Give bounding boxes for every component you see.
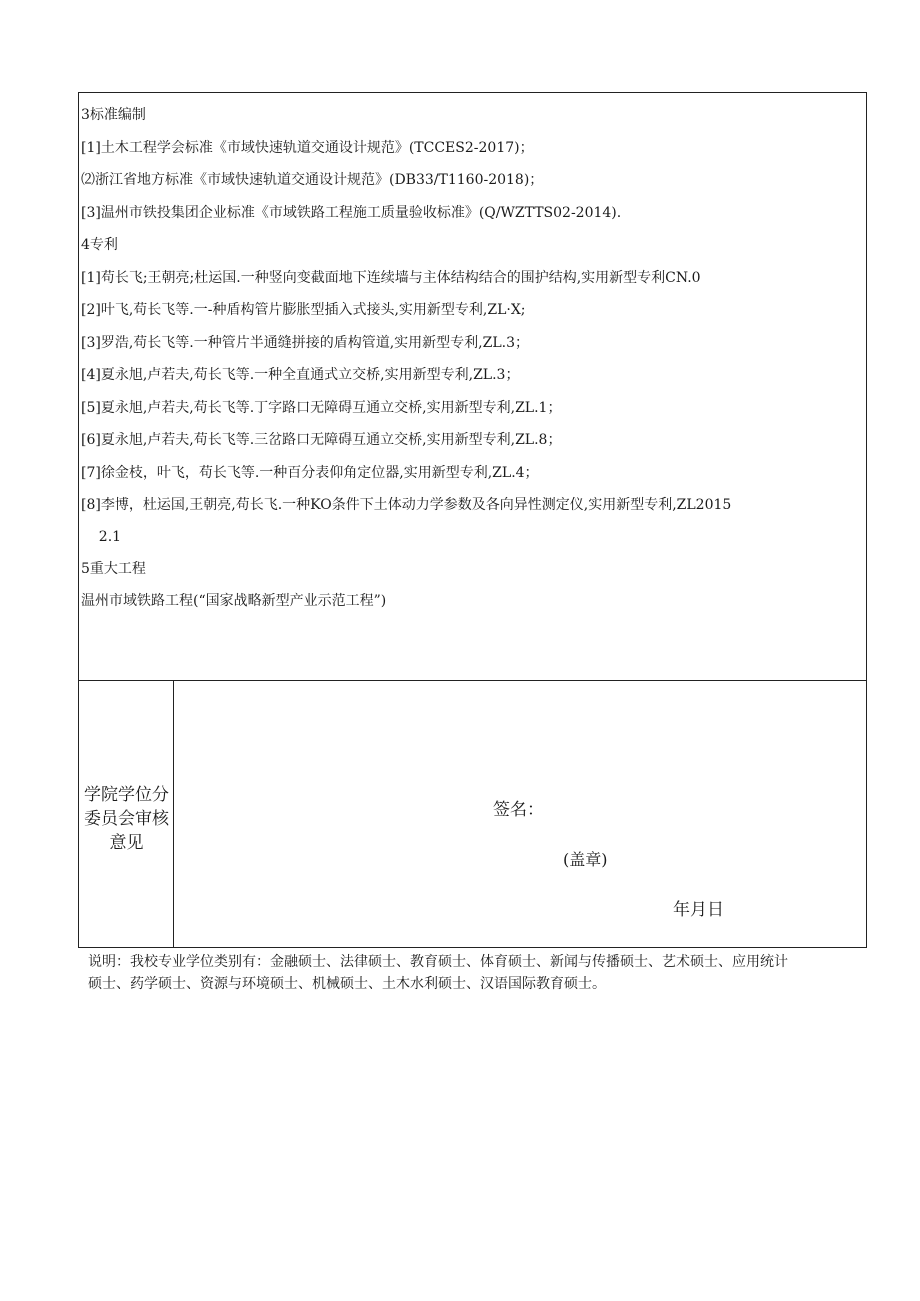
footnote bbox=[88, 951, 868, 995]
patent-item-6: [6]夏永旭,卢若夫,苟长飞等.三岔路口无障碍互通立交桥,实用新型专利,ZL.8； bbox=[81, 432, 562, 448]
patent-item-8: [8]李博，杜运国,王朝亮,苟长飞.一种KO条件下土体动力学参数及各向异性测定仪,实用新型专利,ZL2015 bbox=[81, 497, 732, 513]
review-row bbox=[79, 681, 866, 947]
section-heading-standards: 3标准编制 bbox=[81, 107, 146, 123]
patent-item-3: [3]罗浩,苟长飞等.一种管片半通缝拼接的盾构管道,实用新型专利,ZL.3； bbox=[81, 335, 530, 351]
review-label-cell bbox=[79, 681, 174, 947]
form-table bbox=[78, 92, 867, 948]
standard-item-3: [3]温州市铁投集团企业标准《市域铁路工程施工质量验收标准》(Q/WZTTS02-2014). bbox=[81, 205, 622, 221]
footnote-line-1: 说明：我校专业学位类别有：金融硕士、法律硕士、教育硕士、体育硕士、新闻与传播硕士、艺术硕士、应用统计 bbox=[88, 954, 788, 970]
patent-item-1: [1]苟长飞;王朝亮;杜运国.一种竖向变截面地下连续墙与主体结构结合的围护结构,实用新型专利CN.0 bbox=[81, 270, 701, 286]
patent-item-2: [2]叶飞,苟长飞等.一-种盾构管片膨胀型插入式接头,实用新型专利,ZL·X; bbox=[81, 302, 526, 318]
achievements-cell bbox=[79, 93, 866, 681]
date-label: 年月日 bbox=[673, 900, 724, 920]
patent-item-8-continued: 2.1 bbox=[81, 529, 122, 545]
review-label bbox=[79, 783, 174, 855]
review-label-line-3: 意见 bbox=[109, 833, 144, 853]
review-label-line-2: 委员会审核 bbox=[84, 809, 169, 829]
patent-item-7: [7]徐金枝，叶飞，苟长飞等.一种百分表仰角定位器,实用新型专利,ZL.4； bbox=[81, 465, 539, 481]
section-heading-patents: 4专利 bbox=[81, 237, 118, 253]
signature-label: 签名： bbox=[493, 800, 544, 820]
project-item-1: 温州市域铁路工程(“国家战略新型产业示范工程”) bbox=[81, 593, 387, 609]
seal-label: (盖章) bbox=[563, 850, 608, 869]
footnote-line-2: 硕士、药学硕士、资源与环境硕士、机械硕士、土木水利硕士、汉语国际教育硕士。 bbox=[88, 976, 606, 992]
patent-item-4: [4]夏永旭,卢若夫,苟长飞等.一种全直通式立交桥,实用新型专利,ZL.3； bbox=[81, 367, 520, 383]
section-heading-projects: 5重大工程 bbox=[81, 561, 146, 577]
review-label-line-1: 学院学位分 bbox=[84, 785, 169, 805]
standard-item-1: [1]土木工程学会标准《市域快速轨道交通设计规范》(TCCES2-2017)； bbox=[81, 140, 534, 156]
patent-item-5: [5]夏永旭,卢若夫,苟长飞等.丁字路口无障碍互通立交桥,实用新型专利,ZL.1； bbox=[81, 400, 562, 416]
standard-item-2: ⑵浙江省地方标准《市域快速轨道交通设计规范》(DB33/T1160-2018)； bbox=[81, 172, 544, 188]
